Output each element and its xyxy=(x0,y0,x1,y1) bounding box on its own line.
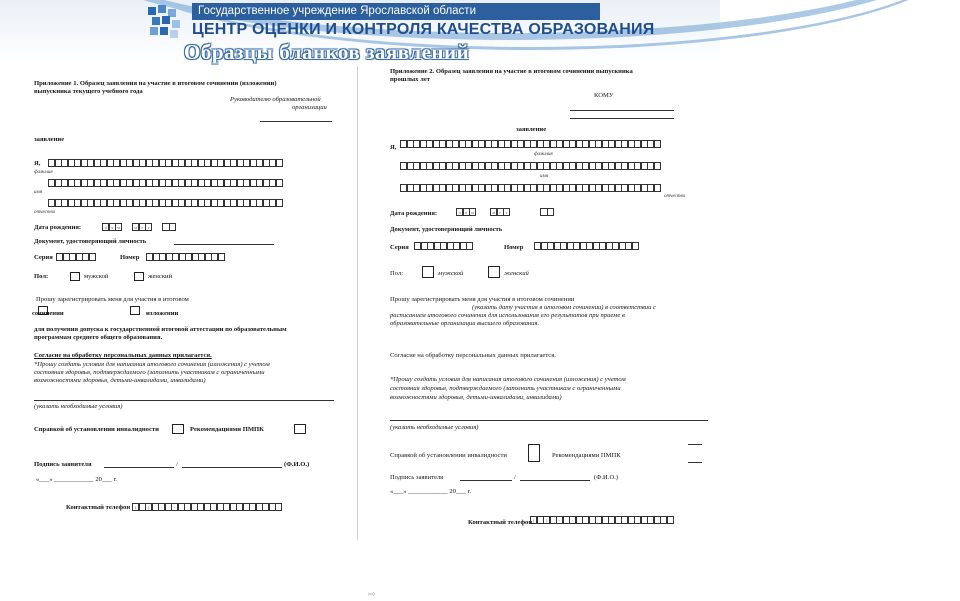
date-line: «___» ____________ 20___ г. xyxy=(36,476,118,483)
slide-title: Образцы бланков заявлений xyxy=(184,40,470,64)
gender-male-checkbox[interactable] xyxy=(70,272,80,281)
scroll-arrow-icon: ⇨ xyxy=(368,590,376,600)
surname-field[interactable] xyxy=(48,159,282,167)
name-field[interactable] xyxy=(400,162,660,170)
phone-field[interactable]: ( ) - - xyxy=(530,516,673,524)
application-form-1: Приложение 1. Образец заявления на участие в итоговом сочинении (изложении) выпускника текущего учебного года Руководителю образовательной организации заявление Я, фамилия имя отчество Дата рождения: ч ч м м г г Документ, удостоверяющий личность Серия Номер Пол: мужской женский Прошу зарегистрировать меня для участия в итоговом сочинении изложении для получения допуска к государственной итоговой аттестации по образовательным программам среднего общего образования. Согласие на обработку персональных данных прилагается. *Прошу создать условия для написания итогового сочинения (изложения) с учетом состояния здоровья, подтверждаемого (заполнить участникам с ограниченными возможностями здоровья, детьми-инвалидами, инвалидами) (указать необходимые условия) Справкой об установлении инвалидности Рекомендациями ПМПК Подпись заявителя / (Ф.И.О.) «___» ____________ 20___ г. Контактный телефон ( ) - - ⇨ xyxy=(22,66,358,540)
document-series-field[interactable] xyxy=(414,242,473,250)
addressee: организации xyxy=(292,104,327,111)
surname-field[interactable] xyxy=(400,140,660,148)
disability-certificate-checkbox[interactable] xyxy=(172,424,184,434)
document-number-field[interactable] xyxy=(146,253,224,261)
gender-female-checkbox[interactable] xyxy=(134,272,144,281)
name-field[interactable] xyxy=(48,179,282,187)
organization-name: Государственное учреждение Ярославской области xyxy=(192,3,600,20)
form-title: Приложение 2. Образец заявления на участие в итоговом сочинении выпускника xyxy=(390,68,633,75)
addressee: Руководителю образовательной xyxy=(230,96,321,103)
center-name: ЦЕНТР ОЦЕНКИ И КОНТРОЛЯ КАЧЕСТВА ОБРАЗОВАНИЯ xyxy=(192,21,655,38)
exposition-checkbox[interactable] xyxy=(130,306,140,315)
gender-female-checkbox[interactable] xyxy=(488,266,500,278)
form-title: выпускника текущего учебного года xyxy=(34,88,143,95)
gender-male-checkbox[interactable] xyxy=(422,266,434,278)
document-number-field[interactable] xyxy=(534,242,638,250)
application-form-2: Приложение 2. Образец заявления на участие в итоговом сочинении выпускника прошлых лет КОМУ заявление Я, фамилия имя отчество Дата рождения: ч ч м м г г Документ, удостоверяющий личность Серия Номер Пол: мужской женский Прошу зарегистрировать меня для участия в итоговом сочинении (указать дату участия в итоговом сочинении) в соответствии с расписанием итогового сочинения для использования его результатов при приеме в образовательные организации высшего образования. Согласие на обработку персональных данных прилагается. *Прошу создать условия для написания итогового сочинения (изложения) с учетом состояния здоровья, подтверждаемого (заполнить участникам с ограниченными возможностями здоровья, детьми-инвалидами, инвалидами) (указать необходимые условия) Справкой об установлении инвалидности Рекомендациями ПМПК Подпись заявителя / (Ф.И.О.) «___» ____________ 20___ г. Контактный телефон ( ) - - xyxy=(384,64,714,540)
organization-logo-icon xyxy=(146,3,182,39)
form-title: Приложение 1. Образец заявления на участие в итоговом сочинении (изложении) xyxy=(34,80,277,87)
phone-field[interactable]: ( ) - - xyxy=(132,503,282,511)
disability-certificate-checkbox[interactable] xyxy=(528,444,540,462)
birth-date-field[interactable]: ч ч м м г г xyxy=(102,223,175,231)
patronymic-field[interactable] xyxy=(48,199,282,207)
date-line: «___» ____________ 20___ г. xyxy=(390,488,472,495)
statement-heading: заявление xyxy=(516,126,547,133)
statement-heading: заявление xyxy=(34,136,65,143)
patronymic-field[interactable] xyxy=(400,184,660,192)
addressee: КОМУ xyxy=(594,92,614,99)
birth-date-field[interactable]: ч ч м м г г xyxy=(456,208,553,216)
form-title: прошлых лет xyxy=(390,76,430,83)
pmpk-checkbox[interactable] xyxy=(294,424,306,434)
document-series-field[interactable] xyxy=(56,253,95,261)
